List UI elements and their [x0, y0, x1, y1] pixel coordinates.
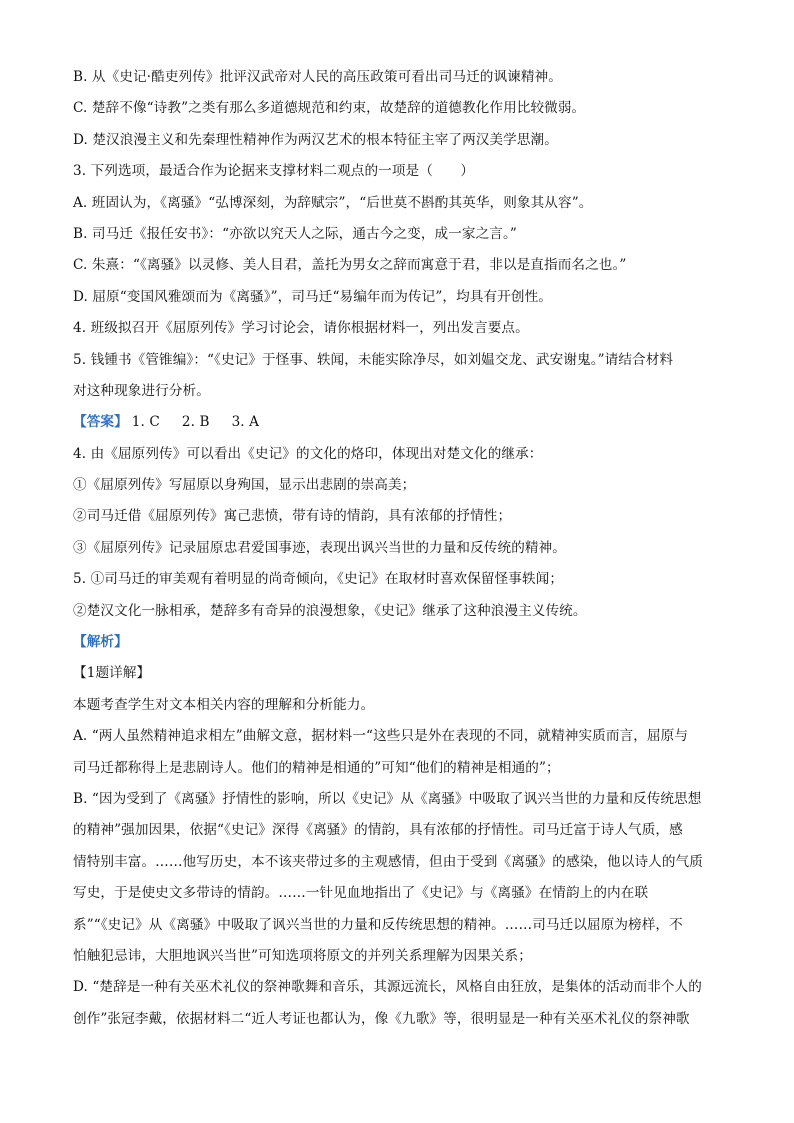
answer-item-1: 1. C [131, 414, 160, 431]
option-c: C. 楚辞不像“诗教”之类有那么多道德规范和约束，故楚辞的道德教化作用比较微弱。 [73, 100, 586, 117]
answer-4: 4. 由《屈原列传》可以看出《史记》的文化的烙印，体现出对楚文化的继承： [73, 445, 543, 462]
analysis-line-2: A. “两人虽然精神追求相左”曲解文意，据材料一“这些只是外在表现的不同，就精神实质而言，屈原与 [73, 728, 689, 745]
option-b: B. 从《史记·酷吏列传》批评汉武帝对人民的高压政策可看出司马迁的讽谏精神。 [73, 69, 562, 85]
q3-option-d: D. 屈原“变国风雅颂而为《离骚》”，司马迁“易编年而为传记”，均具有开创性。 [73, 288, 552, 305]
document-page [73, 62, 733, 1035]
analysis-line-9: 怕触犯忌讳，大胆地讽兴当世”可知选项将原文的并列关系理解为因果关系； [73, 947, 532, 964]
answer-label: 【答案】 [73, 414, 128, 431]
question-3: 3. 下列选项，最适合作为论据来支撑材料二观点的一项是（ ） [73, 163, 475, 180]
answer-5-point-2: ②楚汉文化一脉相承，楚辞多有奇异的浪漫想象，《史记》继承了这种浪漫主义传统。 [73, 602, 587, 619]
answer-4-point-1: ①《屈原列传》写屈原以身殉国，显示出悲剧的崇高美； [73, 477, 416, 494]
option-d: D. 楚汉浪漫主义和先秦理性精神作为两汉艺术的根本特征主宰了两汉美学思潮。 [73, 131, 558, 148]
analysis-label: 【解析】 [73, 634, 128, 651]
detail-label: 【1题详解】 [73, 665, 151, 682]
analysis-line-1: 本题考查学生对文本相关内容的理解和分析能力。 [73, 696, 375, 713]
answer-4-point-3: ③《屈原列传》记录屈原忠君爱国事迹，表现出讽兴当世的力量和反传统的精神。 [73, 539, 566, 556]
q3-option-b: B. 司马迁《报任安书》：“亦欲以究天人之际，通古今之变，成一家之言。” [73, 225, 517, 242]
analysis-line-6: 情特别丰富。……他写历史，本不该夹带过多的主观感情，但由于受到《离骚》的感染，他以诗人的气质 [73, 853, 703, 870]
analysis-line-4: B. “因为受到了《离骚》抒情性的影响，所以《史记》从《离骚》中吸取了讽兴当世的力量和反传统思想 [73, 790, 702, 807]
answer-item-2: 2. B [181, 414, 210, 431]
analysis-line-11: 创作”张冠李戴，依据材料二“近人考证也都认为，像《九歌》等，很明显是一种有关巫术礼仪的祭神歌 [73, 1010, 690, 1027]
question-5-cont: 对这种现象进行分析。 [73, 382, 210, 399]
question-4: 4. 班级拟召开《屈原列传》学习讨论会，请你根据材料一，列出发言要点。 [73, 320, 529, 337]
answer-5-point-1: 5. ①司马迁的审美观有着明显的尚奇倾向，《史记》在取材时喜欢保留怪事轶闻； [73, 571, 564, 588]
q3-option-a: A. 班固认为，《离骚》“弘博深刻，为辞赋宗”，“后世莫不斟酌其英华，则象其从容”。 [73, 194, 593, 211]
q3-option-c: C. 朱熹：“《离骚》以灵修、美人目君，盖托为男女之辞而寓意于君，非以是直指而名之也。” [73, 257, 627, 274]
analysis-line-10: D. “楚辞是一种有关巫术礼仪的祭神歌舞和音乐，其源远流长，风格自由狂放，是集体的活动而非个人的 [73, 979, 702, 996]
answer-item-3: 3. A [231, 414, 260, 431]
analysis-line-7: 写史，于是使史文多带诗的情韵。……一针见血地指出了《史记》与《离骚》在情韵上的内在联 [73, 885, 649, 902]
analysis-line-5: 的精神”强加因果，依据“《史记》深得《离骚》的情韵，具有浓郁的抒情性。司马迁富于诗人气质，感 [73, 822, 683, 839]
analysis-line-8: 系”“《史记》从《离骚》中吸取了讽兴当世的力量和反传统思想的精神。……司马迁以屈原为榜样，不 [73, 916, 683, 933]
answer-4-point-2: ②司马迁借《屈原列传》寓己悲愤，带有诗的情韵，具有浓郁的抒情性； [73, 508, 512, 525]
question-5: 5. 钱锺书《管锥编》：“《史记》于怪事、轶闻，未能实除净尽，如刘媪交龙、武安谢鬼。”请结合材料 [73, 351, 674, 368]
analysis-line-3: 司马迁都称得上是悲剧诗人。他们的精神是相通的”可知“他们的精神是相通的”； [73, 759, 560, 776]
answer-row [73, 407, 733, 438]
